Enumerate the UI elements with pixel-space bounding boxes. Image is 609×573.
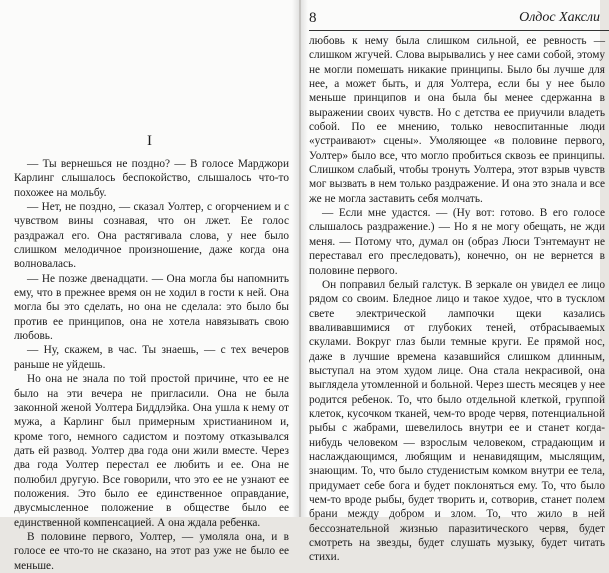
header-rule — [309, 30, 609, 31]
running-title: Олдос Хаксли — [519, 10, 600, 25]
left-page — [0, 0, 299, 572]
paragraph: Но она не знала по той простой причине, что ее не было на эти вечера не пригласили. Она не была законной женой Уолтера Биддлэйка. Она ушла к нему от мужа, а Карлинг был примерным христианином и, кроме того, немного садистом и поэтому отказывался дать ей развод. Уолтер два года они жили вместе. Через два года Уолтер перестал ее любить и ее. Она не полюбил другую. Все говорили, что это ее не узнают ее положения. Это было ее единственное оправдание, двусмысленное положение в обществе было ее единственной компенсацией. А она ждала ребенка. — [14, 373, 289, 529]
paragraph: Он поправил белый галстук. В зеркале он увидел ее лицо рядом со своим. Бледное лицо и такое худое, что в тусклом свете электрической лампочки щеки казались вваливавшимися от глубоких теней, отбрасываемых скулами. Вокруг глаз были темные круги. Ее прямой нос, даже в лучшие времена казавшийся слишком длинным, выступал на этом худом лице. Она стала некрасивой, она выглядела утомленной и больной. Через шесть месяцев у нее родится ребенок. То, что было отдельной клеткой, группой клеток, кусочком тканей, чем-то вроде червя, потенциальной рыбы с жабрами, шевелилось внутри ее и станет когда-нибудь человеком — взрослым человеком, страдающим и наслаждающимся, любящим и ненавидящим, мыслящим, знающим. То, что было студенистым комком внутри ее тела, придумает себе бога и будет поклоняться ему. То, что было чем-то вроде рыбы, будет творить и, сотворив, станет полем брани между добром и злом. То, что жило в ней бессознательной жизнью паразитического червя, будет смотреть на звезды, будет слушать музыку, будет читать стихи. — [309, 278, 605, 564]
paragraph: — Не позже двенадцати. — Она могла бы напомнить ему, что в прежнее время он не ходил в гости к ней. Она могла бы это сделать, но она не сделала: это было бы против ее принципов, она не хотела навязывать свою любовь. — [14, 272, 289, 343]
page-number: 8 — [309, 10, 317, 26]
book-gutter — [292, 0, 308, 517]
paragraph: — Ты вернешься не поздно? — В голосе Марджори Карлинг слышалось беспокойство, слышалось что-то похожее на мольбу. — [14, 158, 289, 199]
right-page-text — [309, 34, 605, 565]
paragraph: — Если мне удастся. — (Ну вот: готово. В его голосе слышалось раздражение.) — Но я не могу обещать, не жди меня. — Потому что, думал он (образ Люси Тэнтемаунт не переставал его преследовать), конечно, он не вернется в половине первого. — [309, 207, 605, 277]
left-page-text — [14, 157, 289, 573]
paragraph: — Нет, не поздно, — сказал Уолтер, с огорчением и с чувством вины сознавая, что он лжет. Ее голос раздражал его. Она растягивала слова, у нее было слишком мелодичное произношение, даже когда она волновалась. — [14, 201, 289, 271]
chapter-number: I — [147, 133, 152, 149]
paragraph: — Ну, скажем, в час. Ты знаешь, — с тех вечеров раньше не уйдешь. — [14, 344, 289, 371]
right-page — [301, 0, 605, 564]
running-head — [301, 0, 600, 28]
paragraph: любовь к нему была слишком сильной, ее ревность — слишком жгучей. Слова вырывались у нее сами собой, этому не могли помешать никакие принципы. Было бы лучше для нее, а может быть, и для Уолтера, если бы у нее было меньше принципов и она была бы менее сдержанна в выражении своих чувств. Но с детства ее приучили владеть собой. По ее мнению, только невоспитанные люди «устраивают» сцены». Умоляющее «в половине первого, Уолтер» было все, что могло пробиться сквозь ее принципы. Слишком слабый, чтобы тронуть Уолтера, этот взрыв чувств мог вызвать в нем только раздражение. И она это знала и все же не могла заставить себя молчать. — [309, 35, 605, 205]
paragraph: В половине первого, Уолтер, — умоляла она, и в голосе ее что-то не сказано, на этот раз уже не было ее меньше. — [14, 530, 289, 572]
